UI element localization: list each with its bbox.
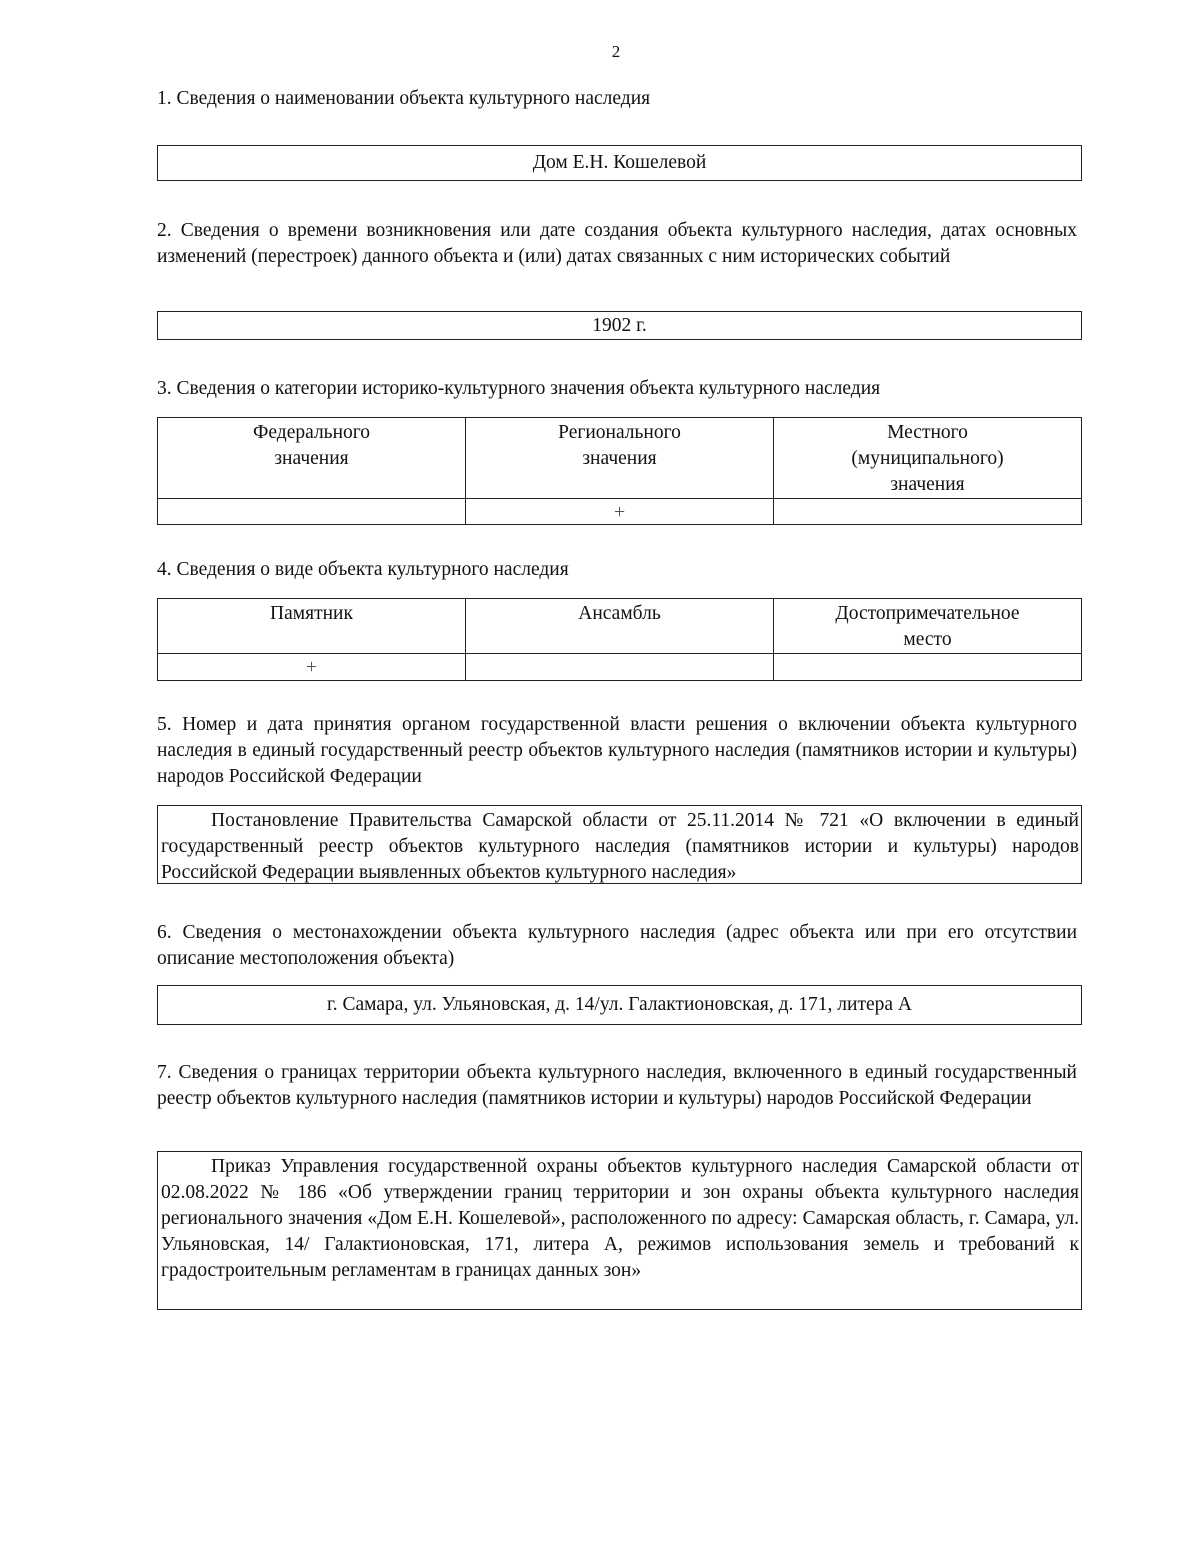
object-type-table <box>157 598 1082 681</box>
location-box <box>157 985 1082 1025</box>
category-local-line1: Местного <box>887 422 968 443</box>
section-3-heading: 3. Сведения о категории историко-культурного значения объекта культурного наследия <box>157 378 881 399</box>
object-type-header-row <box>158 599 1082 654</box>
territory-boundaries-value: Приказ Управления государственной охраны объектов культурного наследия Самарской области от 02.08.2022 № 186 «Об утверждении границ территории и зон охраны объекта культурного наследия регионального значения «Дом Е.Н. Кошелевой», расположенного по адресу: Самарская область, г. Самара, ул. Ульяновская, 14/ Галактионовская, 171, литера А, режимов использования земель и требований к градостроительным регламентам в границах данных зон» <box>161 1156 1079 1281</box>
object-type-col-ensemble <box>466 599 774 654</box>
category-col-federal <box>158 418 466 499</box>
object-type-landmark-line1: Достопримечательное <box>835 603 1020 624</box>
section-2-heading: 2. Сведения о времени возникновения или дате создания объекта культурного наследия, датах основных изменений (перестроек) данного объекта и (или) датах связанных с ним исторических событий <box>157 220 1077 267</box>
object-name-value: Дом Е.Н. Кошелевой <box>532 152 707 173</box>
section-1-heading: 1. Сведения о наименовании объекта культурного наследия <box>157 88 651 109</box>
object-type-monument-mark: + <box>158 654 466 681</box>
category-regional-mark: + <box>466 499 774 525</box>
category-regional-line2: значения <box>582 448 657 469</box>
object-type-landmark-mark <box>774 654 1082 681</box>
category-federal-line1: Федерального <box>252 422 371 443</box>
object-type-ensemble-mark <box>466 654 774 681</box>
territory-boundaries-box <box>157 1151 1082 1310</box>
object-type-col-landmark <box>774 599 1082 654</box>
section-5-heading: 5. Номер и дата принятия органом государственной власти решения о включении объекта культурного наследия в единый государственный реестр объектов культурного наследия (памятников истории и культуры) народов Российской Федерации <box>157 714 1077 787</box>
category-col-regional <box>466 418 774 499</box>
category-local-line3: значения <box>890 474 965 495</box>
category-mark-row <box>158 499 1082 525</box>
category-regional-line1: Регионального <box>558 422 681 443</box>
category-local-mark <box>774 499 1082 525</box>
creation-date-value: 1902 г. <box>592 314 647 336</box>
category-col-local <box>774 418 1082 499</box>
registry-decision-box <box>157 805 1082 884</box>
category-table <box>157 417 1082 525</box>
section-6-heading: 6. Сведения о местонахождении объекта культурного наследия (адрес объекта или при его отсутствии описание местоположения объекта) <box>157 922 1077 969</box>
section-4-heading: 4. Сведения о виде объекта культурного наследия <box>157 559 569 580</box>
category-header-row <box>158 418 1082 499</box>
category-federal-line2: значения <box>274 448 349 469</box>
object-type-mark-row <box>158 654 1082 681</box>
registry-decision-value: Постановление Правительства Самарской области от 25.11.2014 № 721 «О включении в единый государственный реестр объектов культурного наследия (памятников истории и культуры) народов Российской Федерации выявленных объектов культурного наследия» <box>161 810 1079 883</box>
location-value: г. Самара, ул. Ульяновская, д. 14/ул. Галактионовская, д. 171, литера А <box>326 994 913 1015</box>
object-type-landmark-line2: место <box>903 629 952 650</box>
object-type-ensemble-label: Ансамбль <box>578 603 661 624</box>
creation-date-box <box>157 311 1082 340</box>
category-local-line2: (муниципального) <box>851 448 1004 469</box>
page-number: 2 <box>611 42 621 61</box>
category-federal-mark <box>158 499 466 525</box>
object-name-box <box>157 145 1082 181</box>
section-7-heading: 7. Сведения о границах территории объекта культурного наследия, включенного в единый государственный реестр объектов культурного наследия (памятников истории и культуры) народов Российской Федерации <box>157 1062 1077 1109</box>
object-type-col-monument <box>158 599 466 654</box>
object-type-monument-label: Памятник <box>270 603 353 624</box>
